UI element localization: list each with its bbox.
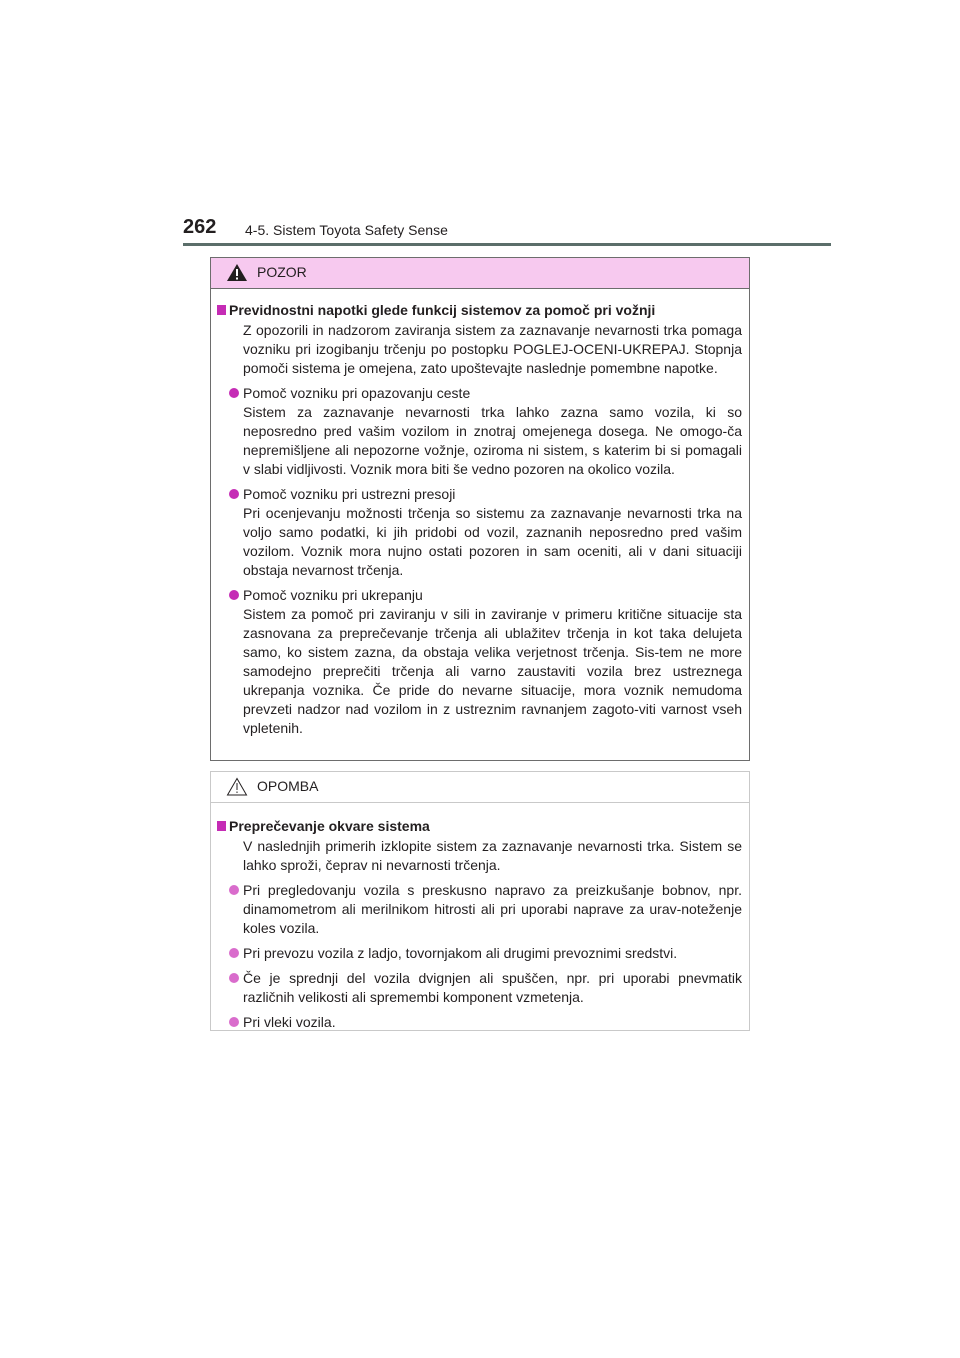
warning-box-header bbox=[211, 258, 749, 289]
list-item bbox=[217, 969, 742, 1007]
circle-bullet-icon bbox=[229, 948, 239, 958]
list-item bbox=[217, 1013, 742, 1032]
note-content bbox=[211, 803, 749, 1032]
circle-bullet-icon bbox=[229, 973, 239, 983]
warning-box bbox=[210, 257, 750, 761]
warning-intro: Z opozorili in nadzorom zaviranja sistem za zaznavanje nevarnosti trka pomaga vozniku pri izogibanju trčenju po postopku POGLEJ-OCENI-UKREPAJ. Stopnja pomoči sistema je omejena, zato upoštevajte naslednje pomembne napotke. bbox=[243, 322, 742, 376]
circle-bullet-icon bbox=[229, 1017, 239, 1027]
circle-bullet-icon bbox=[229, 489, 239, 499]
bullet-text: Pri ocenjevanju možnosti trčenja so sistemu za zaznavanje nevarnosti trka na voljo samo podatki, ki jih pridobi od vozil, zaznanih neposredno pred vašim vozilom. Voznik mora nujno ostati pozoren in sam oceniti, ali v dani situaciji obstaja nevarnost trčenja. bbox=[243, 505, 742, 578]
warning-triangle-filled-icon bbox=[226, 263, 248, 287]
bullet-text: Pri prevozu vozila z ladjo, tovornjakom ali drugimi prevoznimi sredstvi. bbox=[243, 945, 678, 961]
bullet-text: Če je sprednji del vozila dvignjen ali spuščen, npr. pri uporabi pnevmatik različnih velikosti ali spremembi komponent vzmetenja. bbox=[243, 970, 742, 1005]
circle-bullet-icon bbox=[229, 590, 239, 600]
bullet-text: Sistem za pomoč pri zaviranju v sili in zaviranje v primeru kritične situacije sta zasnovana za preprečevanje trčenja ali ublažitev trčenja in kot taka delujeta samo, ko sistem zazna, da obstaja velika verjetnost trčenja. Sis-tem ne more samodejno preprečiti trčenja ali varno zaustaviti vozila brez ustreznega ukrepanja voznika. Če pride do nevarne situacije, mora voznik nemudoma prevzeti nadzor nad vozilom in z ustreznim ravnanjem zagoto-viti varnost vseh vpletenih. bbox=[243, 606, 742, 736]
note-box bbox=[210, 771, 750, 1031]
circle-bullet-icon bbox=[229, 885, 239, 895]
warning-content bbox=[211, 289, 749, 738]
bullet-title: Pomoč vozniku pri ukrepanju bbox=[243, 587, 423, 603]
bullet-text: Sistem za zaznavanje nevarnosti trka lahko zazna samo vozila, ki so neposredno pred vašim vozilom in znotraj omejenega dosega. Ne omogo-ča nepremišljene ali nepozorne vožnje, oziroma ni sistem, s katerim bi si pomagali v slabi vidljivosti. Voznik mora biti še vedno pozoren na okolico vozila. bbox=[243, 404, 742, 477]
list-item bbox=[217, 944, 742, 963]
note-heading bbox=[217, 817, 742, 836]
square-bullet-icon bbox=[217, 821, 226, 831]
section-title: 4-5. Sistem Toyota Safety Sense bbox=[245, 222, 448, 238]
list-item bbox=[217, 384, 742, 479]
note-label: OPOMBA bbox=[257, 778, 319, 794]
page-header bbox=[183, 216, 831, 246]
note-intro: V naslednjih primerih izklopite sistem za zaznavanje nevarnosti trka. Sistem se lahko sproži, čeprav ni nevarnosti trčenja. bbox=[243, 838, 742, 873]
list-item bbox=[217, 586, 742, 738]
header-rule bbox=[183, 243, 831, 246]
warning-heading-text: Previdnostni napotki glede funkcij sistemov za pomoč pri vožnji bbox=[229, 302, 656, 318]
note-box-header bbox=[211, 772, 749, 803]
list-item bbox=[217, 881, 742, 938]
warning-label: POZOR bbox=[257, 264, 307, 280]
warning-triangle-outline-icon bbox=[226, 777, 248, 801]
circle-bullet-icon bbox=[229, 388, 239, 398]
note-heading-text: Preprečevanje okvare sistema bbox=[229, 818, 430, 834]
bullet-title: Pomoč vozniku pri opazovanju ceste bbox=[243, 385, 471, 401]
bullet-text: Pri vleki vozila. bbox=[243, 1014, 336, 1030]
warning-heading bbox=[217, 301, 742, 320]
page-number: 262 bbox=[183, 216, 217, 238]
list-item bbox=[217, 485, 742, 580]
square-bullet-icon bbox=[217, 305, 226, 315]
bullet-title: Pomoč vozniku pri ustrezni presoji bbox=[243, 486, 456, 502]
bullet-text: Pri pregledovanju vozila s preskusno napravo za preizkušanje bobnov, npr. dinamometrom ali merilnikom hitrosti ali pri uporabi naprave za urav-noteženje koles vozila. bbox=[243, 882, 742, 936]
